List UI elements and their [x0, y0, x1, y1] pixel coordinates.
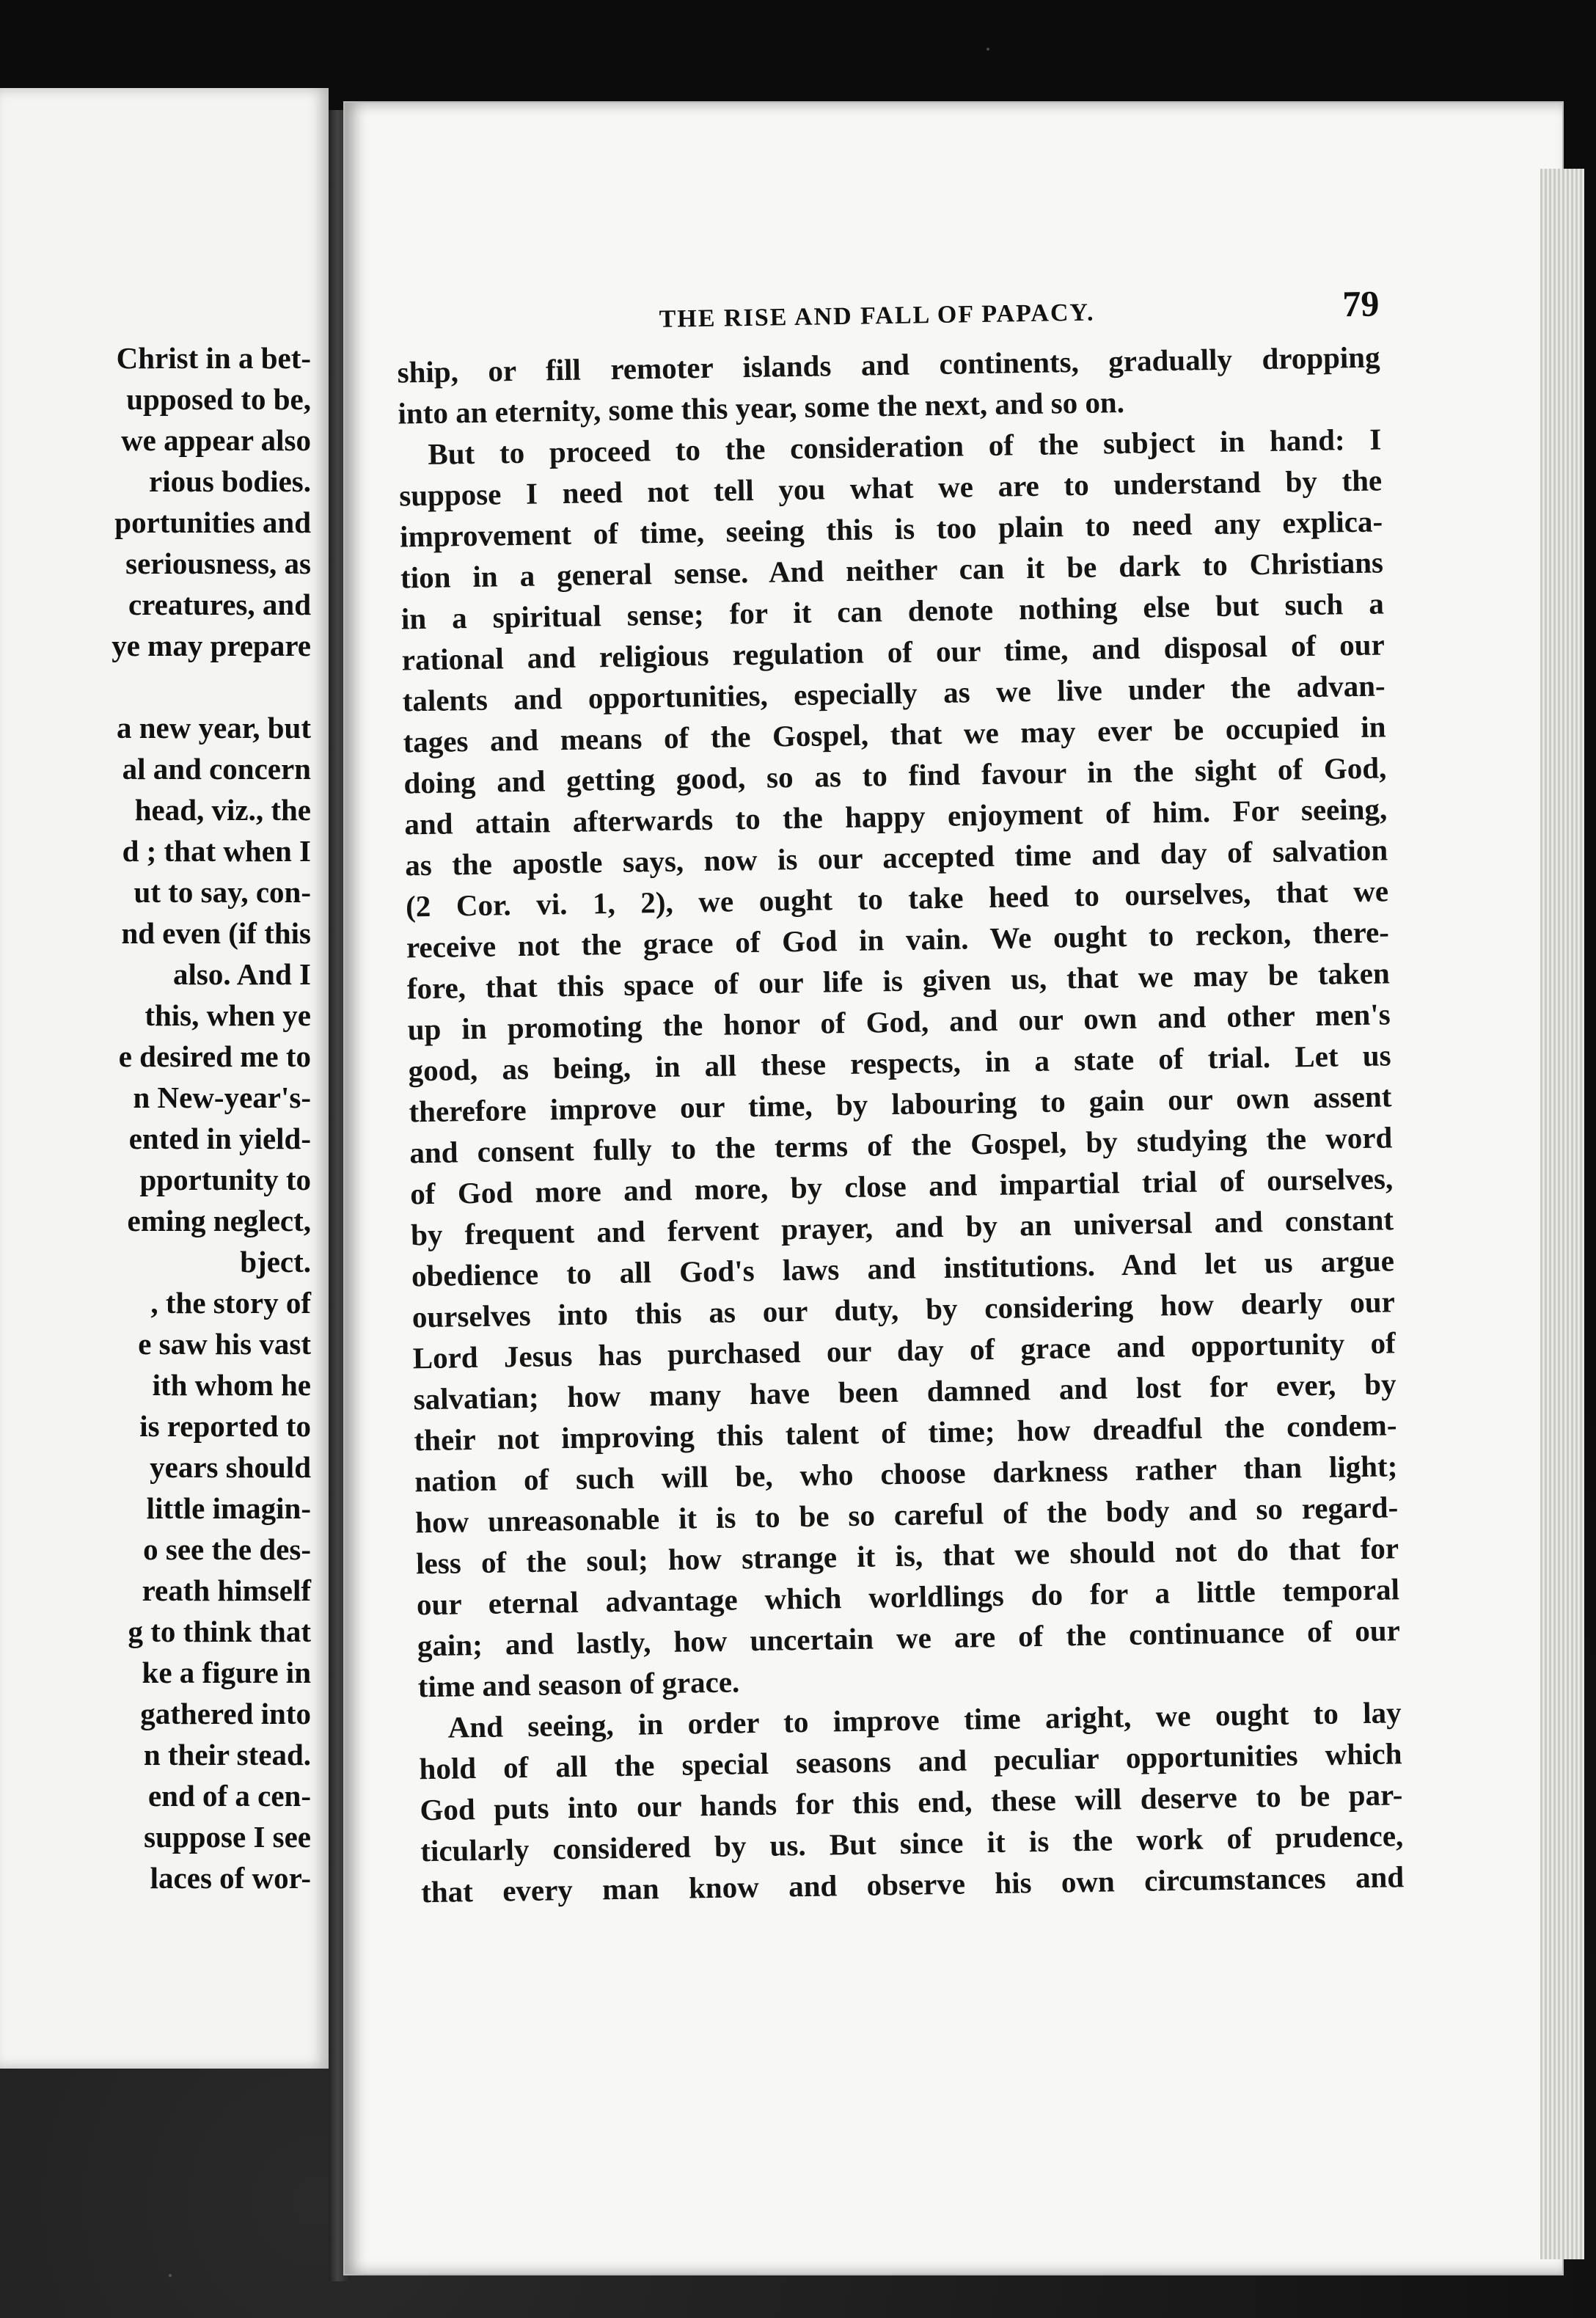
- left-page-line: eming neglect,: [127, 1204, 311, 1237]
- paragraph: [418, 1692, 1404, 1912]
- text-line: that every man know and observe his own circumstances and: [420, 1860, 1405, 1909]
- left-page-line: gathered into: [140, 1697, 311, 1730]
- text-line: fore, that this space of our life is given us, that we may be taken: [406, 956, 1391, 1006]
- text-line: into an eternity, some this year, some the next, and so on.: [398, 384, 1125, 431]
- text-line: receive not the grace of God in vain. We ought to reckon, there-: [406, 915, 1390, 965]
- left-page-line: Christ in a bet-: [116, 341, 311, 375]
- text-line: their not improving this talent of time; how dreadful the condem-: [414, 1408, 1397, 1458]
- text-line: suppose I need not tell you what we are to understand by the: [398, 463, 1383, 513]
- text-line: as the apostle says, now is our accepted time and day of salvation: [404, 833, 1388, 882]
- dust-speck: [169, 2274, 172, 2277]
- right-page-text: [396, 282, 1404, 1912]
- text-line: improvement of time, seeing this is too plain to need any explica-: [399, 504, 1383, 554]
- left-page-line: portunities and: [114, 505, 311, 539]
- left-page-line: , the story of: [150, 1286, 311, 1320]
- text-line: by frequent and fervent prayer, and by an universal and constant: [410, 1202, 1394, 1252]
- left-page-line: g to think that: [128, 1615, 311, 1648]
- text-line: nation of such will be, who choose darkness rather than light;: [414, 1449, 1398, 1499]
- left-page-line: nd even (if this: [121, 916, 311, 950]
- text-line: less of the soul; how strange it is, that we should not do that for: [415, 1531, 1399, 1581]
- text-line: ourselves into this as our duty, by considering how dearly our: [411, 1284, 1396, 1334]
- left-page-line: little imagin-: [146, 1491, 311, 1525]
- left-page-line: o see the des-: [143, 1532, 311, 1566]
- left-page-line: pportunity to: [139, 1163, 311, 1196]
- left-page-line: d ; that when I: [122, 834, 311, 868]
- text-line: Lord Jesus has purchased our day of grace and opportunity of: [412, 1326, 1396, 1375]
- left-page-line: this, when ye: [144, 998, 311, 1032]
- left-page-line: ented in yield-: [128, 1122, 311, 1155]
- text-line: hold of all the special seasons and peculiar opportunities which: [419, 1736, 1402, 1786]
- left-page-line: head, viz., the: [134, 793, 311, 827]
- page-number: 79: [1341, 282, 1380, 325]
- left-page-line: seriousness, as: [125, 546, 311, 580]
- text-line: and attain afterwards to the happy enjoyment of him. For seeing,: [403, 791, 1388, 841]
- text-line: our eternal advantage which worldlings do for a little temporal: [416, 1572, 1400, 1622]
- left-page-line: years should: [150, 1450, 311, 1484]
- dust-speck: [986, 48, 989, 51]
- text-line: doing and getting good, so as to find favour in the sight of God,: [403, 750, 1387, 800]
- text-line: ship, or fill remoter islands and continents, gradually dropping: [397, 340, 1380, 390]
- left-page-line: also. And I: [172, 957, 311, 991]
- left-page-line: we appear also: [121, 423, 311, 457]
- text-line: in a spiritual sense; for it can denote nothing else but such a: [400, 586, 1385, 636]
- text-line: talents and opportunities, especially as we live under the advan-: [402, 668, 1385, 718]
- text-line: tages and means of the Gospel, that we may ever be occupied in: [403, 709, 1386, 759]
- left-page-line: ith whom he: [152, 1368, 311, 1402]
- text-line: ticularly considered by us. But since it is the work of prudence,: [420, 1818, 1404, 1868]
- left-page-line: end of a cen-: [147, 1779, 311, 1813]
- left-page-line: e desired me to: [118, 1039, 311, 1073]
- text-line: good, as being, in all these respects, in a state of trial. Let us: [408, 1038, 1391, 1088]
- left-page-line: is reported to: [139, 1409, 311, 1443]
- text-line: But to proceed to the consideration of the subject in hand: I: [428, 422, 1382, 471]
- left-page-line: ke a figure in: [142, 1656, 311, 1689]
- body-text: [397, 336, 1404, 1912]
- left-page-line: ye may prepare: [111, 629, 311, 662]
- text-line: therefore improve our time, by labouring to gain our own assent: [409, 1079, 1392, 1129]
- left-page-line: laces of wor-: [150, 1861, 311, 1895]
- text-line: obedience to all God's laws and institutions. And let us argue: [411, 1243, 1395, 1293]
- text-line: rational and religious regulation of our time, and disposal of our: [401, 627, 1385, 677]
- left-page-fragment: [0, 88, 329, 2069]
- left-page-line: al and concern: [122, 752, 311, 786]
- left-page-line: suppose I see: [144, 1820, 311, 1854]
- left-page-line: upposed to be,: [126, 382, 311, 416]
- running-head-title: THE RISE AND FALL OF PAPACY.: [659, 299, 1095, 333]
- left-page-line: bject.: [240, 1245, 311, 1279]
- text-line: of God more and more, by close and impartial trial of ourselves,: [409, 1161, 1394, 1211]
- text-line: And seeing, in order to improve time aright, we ought to lay: [447, 1695, 1402, 1744]
- paragraph: [397, 336, 1381, 434]
- text-line: up in promoting the honor of God, and our own and other men's: [407, 997, 1391, 1047]
- text-line: tion in a general sense. And neither can it be dark to Christians: [400, 545, 1384, 595]
- left-page-line: rious bodies.: [149, 464, 311, 498]
- text-line: God puts into our hands for this end, these will deserve to be par-: [420, 1777, 1403, 1827]
- text-line: time and season of grace.: [417, 1664, 740, 1704]
- paragraph: [398, 418, 1401, 1707]
- left-page-line: n New-year's-: [133, 1081, 311, 1114]
- page-edges: [1540, 169, 1584, 2259]
- left-page-line: creatures, and: [128, 588, 311, 621]
- left-page-line: a new year, but: [117, 711, 311, 745]
- text-line: salvatian; how many have been damned and lost for ever, by: [413, 1367, 1396, 1416]
- left-page-line: n their stead.: [143, 1738, 311, 1772]
- left-page-line: reath himself: [142, 1573, 311, 1607]
- text-line: and consent fully to the terms of the Gospel, by studying the word: [409, 1120, 1393, 1170]
- left-page-line: e saw his vast: [138, 1327, 311, 1361]
- text-line: how unreasonable it is to be so careful of the body and so regard-: [414, 1490, 1399, 1540]
- text-line: gain; and lastly, how uncertain we are of the continuance of our: [417, 1613, 1401, 1663]
- text-line: (2 Cor. vi. 1, 2), we ought to take heed to ourselves, that we: [405, 874, 1389, 924]
- left-page-line: ut to say, con-: [133, 875, 311, 909]
